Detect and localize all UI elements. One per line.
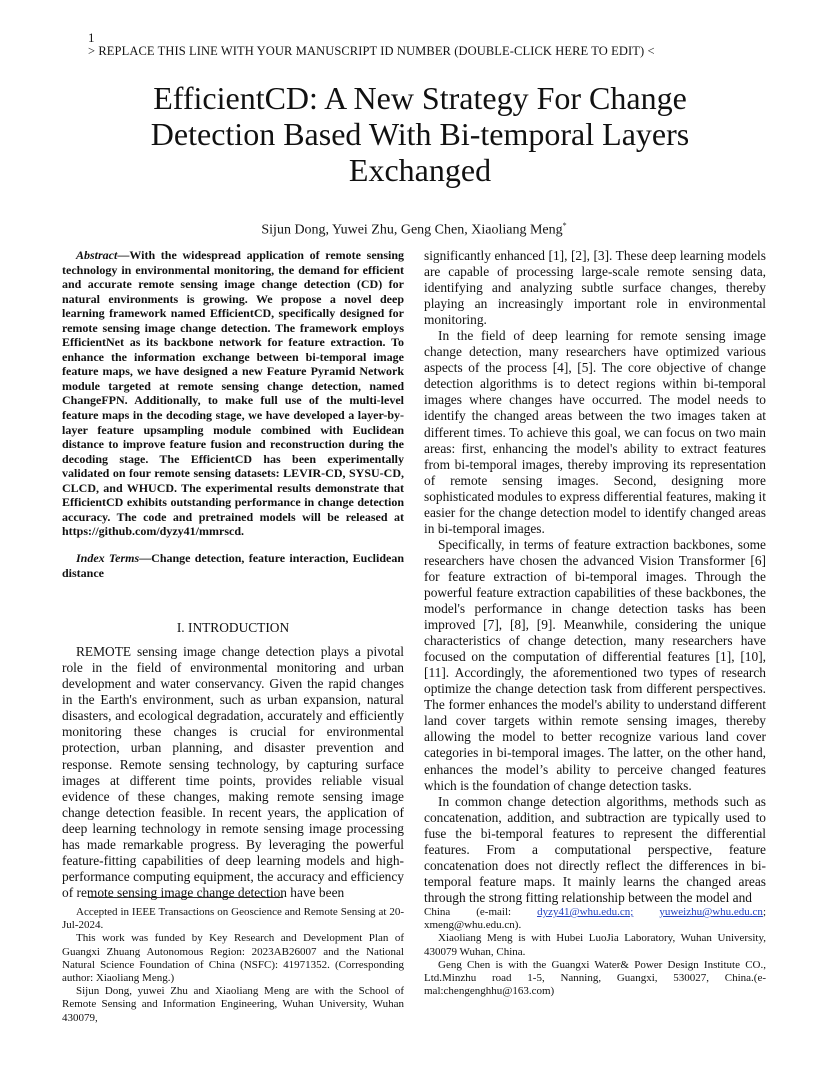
body-paragraph-continued: significantly enhanced [1], [2], [3]. These deep learning models are capable of processing large-scale remote sensing data, identifying and analyzing subtle surface changes, thereby playing an increasingly important role in environmental monitoring. bbox=[424, 248, 766, 328]
body-paragraph-4: In common change detection algorithms, methods such as concatenation, addition, and subtraction are typically used to fuse the bi-temporal features to represent the differential features. From a computational perspective, feature concatenation does not directly reflect the differences in bi-temporal feature maps. It mainly learns the changed areas through the strong fitting relationship between the model and bbox=[424, 793, 766, 905]
body-paragraph-3: Specifically, in terms of feature extraction backbones, some researchers have chosen the advanced Vision Transformer [6] for feature extraction of bi-temporal images. Through the powerful feature extraction capabilities of these backbones, the model's performance in change detection tasks has been improved [7], [8], [9]. Meanwhile, considering the unique characteristics of change detection, many researchers have focused on the computation of differential features [1], [10], [11]. Accordingly, the aforementioned two types of research optimize the change detection task from different perspectives. The former enhances the model's ability to understand different land cover targets within remote sensing images, thereby allowing the model to better recognize various land cover categories in bi-temporal images. The latter, on the other hand, enhances the model’s ability to perceive changed features which is the foundation of change detection tasks. bbox=[424, 536, 766, 793]
paper-title: EfficientCD: A New Strategy For Change Detection Based With Bi-temporal Layers Exchanged bbox=[150, 80, 690, 188]
abstract-text: —With the widespread application of remote sensing technology in environmental monitoring, the demand for efficient and accurate remote sensing image change detection (CD) for natural environments is growing. We propose a novel deep learning framework named EfficientCD, specifically designed for remote sensing image change detection. The framework employs EfficientNet as its backbone network for feature extraction. To enhance the information exchange between bi-temporal image feature maps, we have designed a new Feature Pyramid Network module targeted at remote sensing change detection, named ChangeFPN. Additionally, to make full use of the multi-level feature maps in the decoding stage, we have developed a layer-by-layer feature upsampling module combined with Euclidean distance to improve feature fusion and reconstruction during the decoding stage. The EfficientCD has been experimentally validated on four remote sensing datasets: LEVIR-CD, SYSU-CD, CLCD, and WHUCD. The experimental results demonstrate that EfficientCD exhibits outstanding performance in change detection accuracy. The code and pretrained models will be released at https://github.com/dyzy41/mmrscd. bbox=[62, 248, 404, 539]
index-terms-text: —Change detection, feature interaction, Euclidean distance bbox=[62, 550, 404, 580]
footnote-funding: This work was funded by Key Research and Development Plan of Guangxi Zhuang Autonomous Region: 2023AB26007 and the National Natural Science Foundation of China (NSFC): 41971352. (Corresponding author: Xiaoliang Meng.) bbox=[62, 932, 404, 985]
abstract bbox=[62, 248, 404, 539]
author-line bbox=[0, 221, 828, 239]
index-terms-label: Index Terms bbox=[76, 550, 140, 565]
footnote-divider bbox=[88, 897, 283, 898]
manuscript-id-placeholder[interactable]: > REPLACE THIS LINE WITH YOUR MANUSCRIPT ID NUMBER (DOUBLE-CLICK HERE TO EDIT) < bbox=[88, 44, 655, 58]
right-column bbox=[424, 248, 766, 906]
left-column bbox=[62, 248, 404, 901]
footnote-emails bbox=[424, 906, 766, 932]
index-terms bbox=[62, 551, 404, 580]
footnotes-left bbox=[62, 906, 404, 1025]
page-number: 1 bbox=[88, 30, 95, 45]
section-heading-introduction: I. INTRODUCTION bbox=[176, 620, 290, 636]
corresponding-author-mark: * bbox=[562, 221, 567, 230]
footnote-accepted: Accepted in IEEE Transactions on Geoscience and Remote Sensing at 20-Jul-2024. bbox=[62, 906, 404, 932]
email-suffix: ; xmeng@whu.edu.cn). bbox=[424, 906, 766, 932]
email-prefix: China (e-mail: bbox=[424, 906, 538, 918]
email-link-dong[interactable]: dyzy41@whu.edu.cn; bbox=[537, 906, 634, 918]
footnotes-right bbox=[424, 906, 766, 998]
body-paragraph-2: In the field of deep learning for remote sensing image change detection, many researchers have optimized various aspects of the process [4], [5]. The core objective of change detection algorithms is to detect regions within bi-temporal images where changes have occurred. The model needs to identify the changed areas between the two images taken at different times. To achieve this goal, we can focus on two main areas: first, enhancing the model's ability to extract features from bi-temporal images, thereby improving its representation of remote sensing images. Second, designing more sophisticated modules to express differential features, making it easier for the change detection model to identify changed areas in bi-temporal images. bbox=[424, 328, 766, 536]
email-link-zhu[interactable]: yuweizhu@whu.edu.cn bbox=[659, 906, 763, 918]
author-names: Sijun Dong, Yuwei Zhu, Geng Chen, Xiaoliang Meng bbox=[261, 222, 563, 238]
intro-paragraph-1: REMOTE sensing image change detection plays a pivotal role in the field of environmental monitoring and urban development and water conservancy. Given the rapid changes in the Earth's environment, such as urban expansion, natural disasters, and ecological degradation, accurately and efficiently monitoring these changes is crucial for environmental protection, urban planning, and disaster prevention and response. Remote sensing technology, by capturing surface images at different time points, provides reliable visual evidence of these changes, making remote sensing image change detection feasible. In recent years, the application of deep learning technology in remote sensing image processing has made remarkable progress. By leveraging the powerful feature-fitting capabilities of deep learning models and high-performance computing equipment, the accuracy and efficiency of remote sensing image change detection have been bbox=[62, 644, 404, 900]
footnote-meng: Xiaoliang Meng is with Hubei LuoJia Laboratory, Wuhan University, 430079 Wuhan, China. bbox=[424, 932, 766, 958]
abstract-label: Abstract bbox=[76, 248, 118, 262]
footnote-affiliation: Sijun Dong, yuwei Zhu and Xiaoliang Meng are with the School of Remote Sensing and Information Engineering, Wuhan University, Wuhan 430079, bbox=[62, 985, 404, 1024]
footnote-chen: Geng Chen is with the Guangxi Water& Power Design Institute CO., Ltd.Minzhu road 1-5, Nanning, Guangxi, 530027, China.(e-mal:chengenghhu@163.com) bbox=[424, 958, 766, 998]
